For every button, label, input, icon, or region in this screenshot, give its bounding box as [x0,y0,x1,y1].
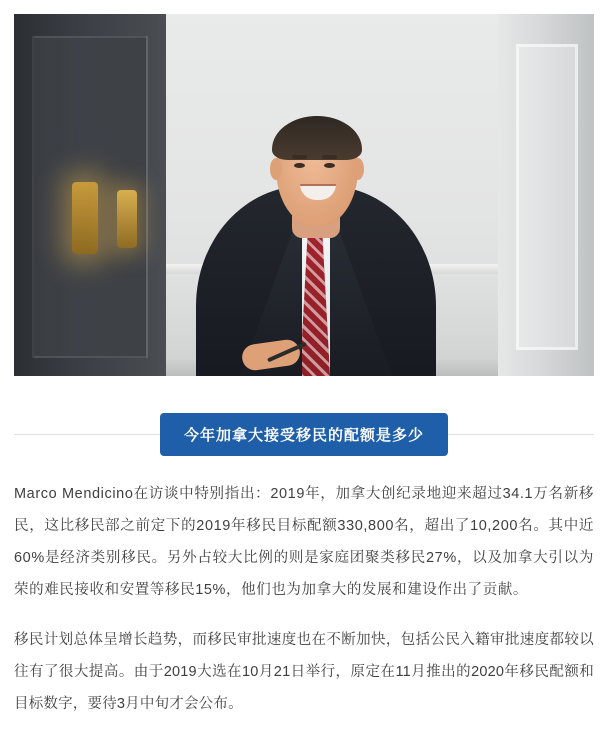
article-page [0,14,608,739]
paragraph-2: 移民计划总体呈增长趋势，而移民审批速度也在不断加快，包括公民入籍审批速度都较以往有了很大提高。由于2019大选在10月21日举行，原定在11月推出的2020年移民配额和目标数字，要待3月中旬才会公布。 [14,632,594,712]
person-subject [196,108,436,376]
paragraph-1: Marco Mendicino在访谈中特别指出：2019年，加拿大创纪录地迎来超过34.1万名新移民，这比移民部之前定下的2019年移民目标配额330,800名，超出了10,200名。其中近60%是经济类别移民。另外占较大比例的则是家庭团聚类移民27%，以及加拿大引以为荣的难民接收和安置等移民15%，他们也为加拿大的发展和建设作出了贡献。 [14,486,594,598]
lamp-icon [72,182,98,254]
door-icon [498,14,594,376]
section-title-badge: 今年加拿大接受移民的配额是多少 [160,413,448,456]
article-body [14,478,594,720]
hero-image [14,14,594,376]
eye-left [294,163,305,168]
section-heading [0,412,608,456]
eye-right [324,163,335,168]
lamp-icon-secondary [117,190,137,248]
ear-right [352,158,364,180]
eyebrow-right [322,155,337,159]
hair [272,116,362,160]
photo-backdrop [14,14,594,376]
ear-left [270,158,282,180]
eyebrow-left [292,155,307,159]
